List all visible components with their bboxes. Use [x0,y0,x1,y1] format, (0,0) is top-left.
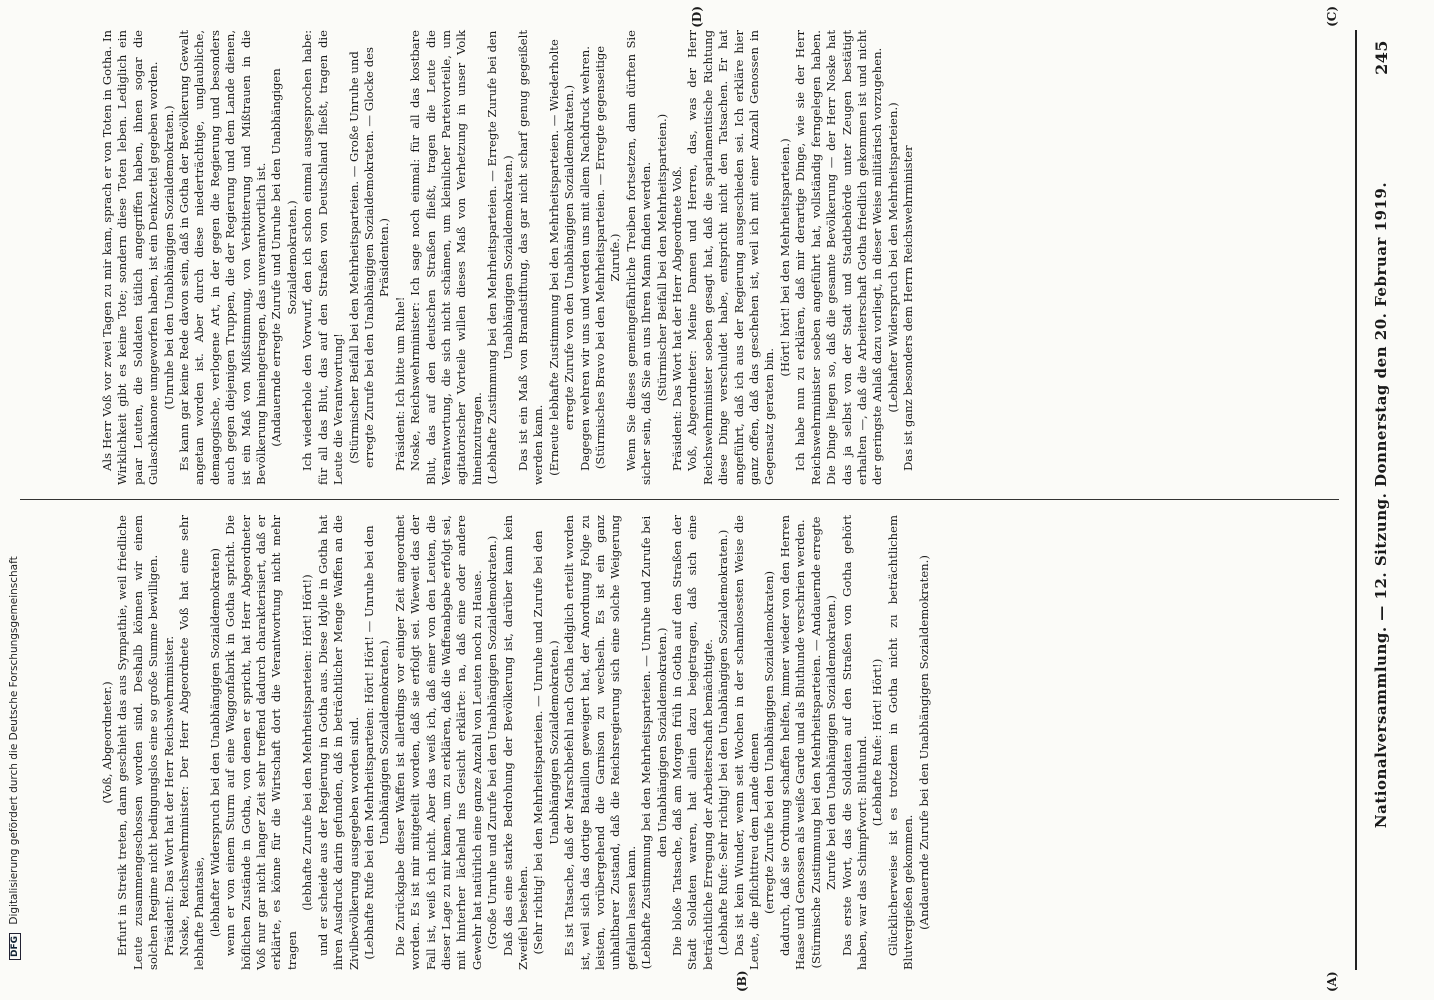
text-paragraph: Es ist Tatsache, daß der Marschbefehl nach Gotha lediglich erteilt worden ist, weil sich das dortige Bataillon geweigert hat, der Anordnung Folge zu leisten, vorübergehend die Garnison zu wechseln. Es ist ein ganz unhaltbarer Zustand, daß die Reichsregierung sich eine solche Weigerung gefallen lassen kann. [562,515,638,970]
speaker-paragraph: Präsident: Das Wort hat der Herr Reichswehrminister. [161,635,176,956]
right-column [100,30,1344,485]
interjection: (lebhafter Widerspruch bei den Unabhängigen Sozialdemokraten) [207,548,222,937]
interjection: (Stürmischer Beifall bei den Mehrheitsparteien.) [654,113,669,402]
margin-marker-a: (A) [1325,971,1339,992]
text-paragraph: Es kann gar keine Rede davon sein, daß in Gotha der Bevölkerung Gewalt angetan worden ist. Aber durch diese niederträchtige, unglaubliche, demagogische, verlogene Art, in der gegen die Regierung und besonders auch gegen diejenigen Truppen, die der Regierung und dem Lande dienen, ist ein Maß von Mißstimmung, von Verbitterung und Mißtrauen in die Bevölkerung hineingetragen, das unverantwortlich ist. [177,30,269,485]
interjection: (Stürmischer Beifall bei den Mehrheitsparteien. — Große Unruhe und erregte Zurufe bei den Unabhängigen Sozialdemokraten. — Glocke des Präsidenten.) [346,47,392,468]
interjection: (erregte Zurufe bei den Unabhängigen Sozialdemokraten) [762,570,777,915]
running-title: Nationalversammlung. — 12. Sitzung. Donnerstag den 20. Februar 1919. [1372,181,1390,829]
margin-marker-c: (C) [1325,6,1339,27]
interjection: (Voß, Abgeordneter.) [100,681,114,804]
text-paragraph: Ich habe nun zu erklären, daß mir derartige Dinge, wie sie der Herr Reichswehrminister soeben angeführt hat, vollständig ferngelegen haben. Die Dinge liegen so, daß die gesamte Bevölkerung — der Herr Noske hat das ja selbst von der Stadt und Stadtbehörde unter Zeugen bestätigt erhalten —, daß die Arbeiterschaft Gotha friedlich gekommen ist und nicht der geringste Anlaß dazu vorliegt, in dieser Weise militärisch vorzugehen. [793,30,885,485]
text-paragraph: dadurch, daß sie Ordnung schaffen helfen, immer wieder von den Herren Haase und Genossen als weiße Garde und als Bluthunde verschrien werden. [777,515,808,970]
margin-marker-d: (D) [690,6,704,28]
interjection: (Andauernde Zurufe bei den Unabhängigen Sozialdemokraten.) [916,555,931,930]
speaker-paragraph: Präsident: Ich bitte um Ruhe! [392,296,407,471]
speaker-paragraph: Präsident: Das Wort hat der Herr Abgeordnete Voß. [670,166,685,471]
text-paragraph: Das erste Wort, das die Soldaten auf den Straßen von Gotha gehört haben, war das Schimpfwort: Bluthund. [839,515,869,970]
interjection: (Erneute lebhafte Zustimmung bei den Mehrheitsparteien. — Wiederholte erregte Zurufe von den Unabhängigen Sozialdemokraten.) [546,39,577,476]
interjection: (Stürmische Zustimmung bei den Mehrheitsparteien. — Andauernde erregte Zurufe bei den Unabhängigen Sozialdemokraten.) [808,516,839,969]
digitization-footer [8,60,21,960]
speaker-paragraph: Voß, Abgeordneter: Meine Damen und Herren, das, was der Herr Reichswehrminister soeben gesagt hat, daß die sparlamentische Richtung diese Dinge verschuldet habe, entspricht nicht den Tatsachen. Er hat angeführt, daß ich aus der Regierung ausgeschieden sei. Ich erkläre hier ganz offen, daß das geschehen ist, weil ich mit einer Anzahl Genossen in Gegensatz geraten bin. [685,30,777,485]
text-paragraph: wenn er von einem Sturm auf eine Waggonfabrik in Gotha spricht. Die höflichen Zustände in Gotha, von denen er spricht, hat Herr Abgeordneter Voß nur gar nicht langer Zeit sehr treffend dadurch charakterisiert, daß er erklärte, es könne für die Wirtschaft dort die Verantwortung nicht mehr tragen [223,515,299,970]
text-paragraph: Als Herr Voß vor zwei Tagen zu mir kam, sprach er von Toten in Gotha. In Wirklichkeit gibt es keine Tote; sondern diese Toten leben. Lediglich ein paar Leuten, die Soldaten tätlich angegriffen haben, ihnen sogar die Gulaschkanone umgeworfen haben, ist ein Denkzettel gegeben worden. [100,30,161,485]
page-number: 245 [1372,40,1391,75]
text-paragraph: Daß das eine starke Bedrohung der Bevölkerung ist, darüber kann kein Zweifel bestehen. [500,515,530,970]
text-paragraph: und er scheide aus der Regierung in Gotha aus. Diese Idylle in Gotha hat ihren Ausdruck darin gefunden, daß in beträchtlicher Menge Waffen an die Zivilbevölkerung ausgegeben worden sind. [315,515,361,970]
text-paragraph: Das ist ein Maß von Brandstiftung, das gar nicht scharf genug gegeißelt werden kann. [515,30,546,485]
text-paragraph: Die bloße Tatsache, daß am Morgen früh in Gotha auf den Straßen der Stadt Soldaten waren, hat allein dazu beigetragen, daß sich eine beträchtliche Erregung der Arbeiterschaft bemächtigte. [670,515,715,970]
text-paragraph: Glücklicherweise ist es trotzdem in Gotha nicht zu beträchtlichem Blutvergießen gekommen. [885,515,916,970]
speaker-paragraph: Noske, Reichswehrminister: Ich sage noch einmal: für all das kostbare Blut, das auf den deutschen Straßen fließt, tragen die Leute die Verantwortung, die sich nicht schämen, um kleinlicher Parteivorteile, um agitatorischer Vorteile willen dieses Maß von Verhetzung in unser Volk hineinzutragen. [408,30,484,485]
text-paragraph: Das ist kein Wunder, wenn seit Wochen in der schamlosesten Weise die Leute, die pflichttreu dem Lande dienen [731,515,762,970]
text-paragraph: Ich wiederhole den Vorwurf, den ich schon einmal ausgesprochen habe: für all das Blut, das auf den Straßen von Deutschland fließt, tragen die Leute die Verantwortung! [300,30,346,485]
interjection: (Lebhafter Widerspruch bei den Mehrheitsparteien.) [885,102,900,413]
header-rule [1355,30,1357,970]
interjection: (Lebhafte Zustimmung bei den Mehrheitsparteien. — Unruhe und Zurufe bei den Unabhängigen Sozialdemokraten.) [639,515,669,970]
interjection: (Lebhafte Rufe: Hört! Hört!) [870,658,885,827]
dfg-logo: DFG [9,933,21,960]
interjection: (Unruhe bei den Unabhängigen Sozialdemokraten.) [161,105,176,410]
interjection: (Andauernde erregte Zurufe und Unruhe bei den Unabhängigen Sozialdemokraten.) [269,68,299,447]
column-divider [20,499,1339,500]
text-paragraph: Erfurt in Streik treten, dann geschieht das aus Sympathie, weil friedliche Leute zusammengeschossen worden sind. Deshalb können wir einem solchen Regime nicht bedingungslos eine so große Summe bewilligen. [115,515,161,970]
interjection: (Lebhafte Zustimmung bei den Mehrheitsparteien. — Erregte Zurufe bei den Unabhängigen Sozialdemokraten.) [485,30,515,485]
text-paragraph: Das ist ganz besonders dem Herrn Reichswehrminister [901,145,916,471]
text-paragraph: Wenn Sie dieses gemeingefährliche Treiben fortsetzen, dann dürften Sie sicher sein, daß Sie an uns Ihren Mann finden werden. [623,30,654,485]
interjection: (lebhafte Zurufe bei den Mehrheitsparteien: Hört! Hört!) [300,574,315,911]
interjection: (Stürmisches Bravo bei den Mehrheitsparteien. — Erregte gegenseitige Zurufe.) [593,45,623,470]
digitization-note: Digitalisierung gefördert durch die Deutsche Forschungsgemeinschaft [8,556,20,925]
text-paragraph: Die Zurückgabe dieser Waffen ist allerdings vor einiger Zeit angeordnet worden. Es ist mir mitgeteilt worden, daß sie erfolgt sei. Wieweit das der Fall ist, weiß ich nicht. Aber das weiß ich, daß einer von den Leuten, die dieser Lage zu mir kamen, um zu erklären, daß die Waffenabgabe erfolgt sei, mit hinterher lächelnd ins Gesicht erklärte: na, daß eine oder andere Gewehr hat natürlich eine ganze Anzahl von Leuten noch zu Hause. [392,515,484,970]
interjection: (Hört! hört! bei den Mehrheitsparteien.) [777,138,792,377]
left-column [100,515,1344,970]
interjection: (Sehr richtig! bei den Mehrheitsparteien. — Unruhe und Zurufe bei den Unabhängigen Sozialdemokraten.) [531,530,561,955]
margin-marker-b: (B) [735,970,749,992]
text-paragraph: Dagegen wehren wir uns und werden uns mit allem Nachdruck wehren. [577,46,592,471]
interjection: (Große Unruhe und Zurufe bei den Unabhängigen Sozialdemokraten.) [485,535,500,950]
interjection: (Lebhafte Rufe bei den Mehrheitsparteien: Hört! Hört! — Unruhe bei den Unabhängigen Sozialdemokraten.) [361,525,392,960]
interjection: (Lebhafte Rufe: Sehr richtig! bei den Unabhängigen Sozialdemokraten.) [716,529,731,956]
running-header [1372,40,1396,970]
speaker-paragraph: Noske, Reichswehrminister: Der Herr Abgeordnete Voß hat eine sehr lebhafte Phantasie, [177,515,207,970]
